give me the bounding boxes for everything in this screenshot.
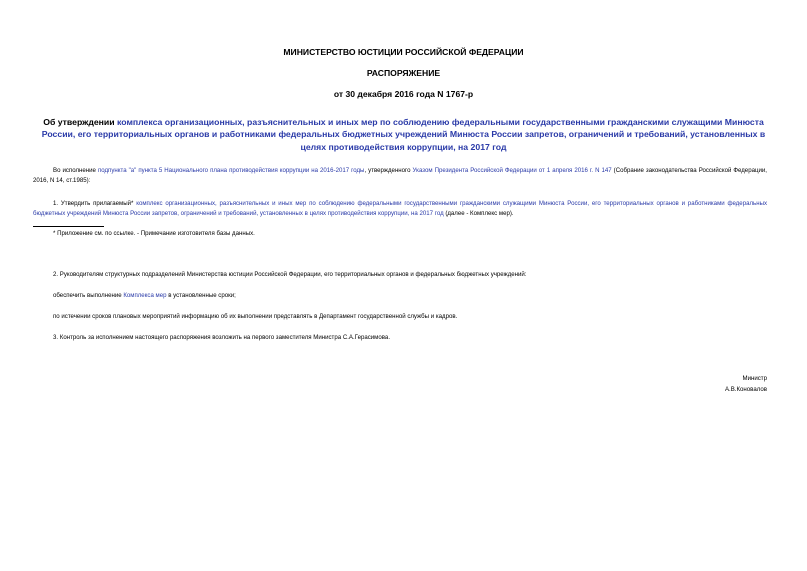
presidential-decree-link[interactable]: Указом Президента Российской Федерации от 1 апреля 2016 г. N 147: [412, 167, 612, 174]
deadlines-text-2: в установленные сроки;: [166, 292, 236, 299]
paragraph-preamble: [33, 166, 767, 186]
signatory-name: А.В.Коновалов: [724, 386, 767, 393]
paragraph-item-2: 2. Руководителям структурных подразделений Министерства юстиции Российской Федерации, его территориальных органов и федеральных бюджетных учреждений:: [53, 271, 527, 278]
measures-complex-link[interactable]: комплекс организационных, разъяснительных и иных мер по соблюдению федеральными государственными гражданскими служащими Минюста России, его территориальных органов и работниками федеральных бюджетных учреждений Минюста России запретов, ограничений и требований, установленных в целях противодействия коррупции, на 2017 год: [33, 200, 768, 217]
document-title: [40, 116, 767, 153]
title-prefix: Об утверждении: [43, 117, 118, 127]
item-1-text-2: (далее - Комплекс мер).: [443, 210, 514, 217]
preamble-text-2: , утвержденного: [364, 167, 413, 174]
title-link[interactable]: комплекса организационных, разъяснительных и иных мер по соблюдению федеральными государственными гражданскими служащими Минюста России, его территориальных органов и работниками федеральных бюджетных учреждений Минюста России запретов, ограничений и требований, установленных в целях противодействия коррупции, на 2017 год: [41, 117, 766, 152]
preamble-text-1: Во исполнение: [53, 167, 98, 174]
paragraph-item-1: [33, 199, 767, 219]
item-1-text-1: 1. Утвердить прилагаемый*: [53, 200, 137, 207]
signatory-position: Министр: [742, 375, 767, 382]
paragraph-reporting: по истечении сроков плановых мероприятий информацию об их выполнении представлять в Департамент государственной службы и кадров.: [53, 313, 458, 320]
preamble-text-3: (Собрание законодательства Российской Федерации, 2016, N 14, ст.1985):: [33, 167, 767, 184]
footnote-text: * Приложение см. по ссылке. - Примечание изготовителя базы данных.: [53, 230, 255, 237]
footnote-divider: [33, 226, 104, 227]
paragraph-item-3: 3. Контроль за исполнением настоящего распоряжения возложить на первого заместителя Министра С.А.Герасимова.: [53, 334, 391, 341]
date-number-heading: от 30 декабря 2016 года N 1767-р: [333, 89, 474, 99]
deadlines-text-1: обеспечить выполнение: [53, 292, 124, 299]
ministry-heading: МИНИСТЕРСТВО ЮСТИЦИИ РОССИЙСКОЙ ФЕДЕРАЦИИ: [283, 47, 524, 57]
paragraph-deadlines: [33, 291, 767, 301]
national-plan-link[interactable]: подпункта "а" пункта 5 Национального плана противодействия коррупции на 2016-2017 годы: [97, 167, 365, 174]
document-type-heading: РАСПОРЯЖЕНИЕ: [366, 68, 441, 78]
measures-link[interactable]: Комплекса мер: [123, 292, 167, 299]
